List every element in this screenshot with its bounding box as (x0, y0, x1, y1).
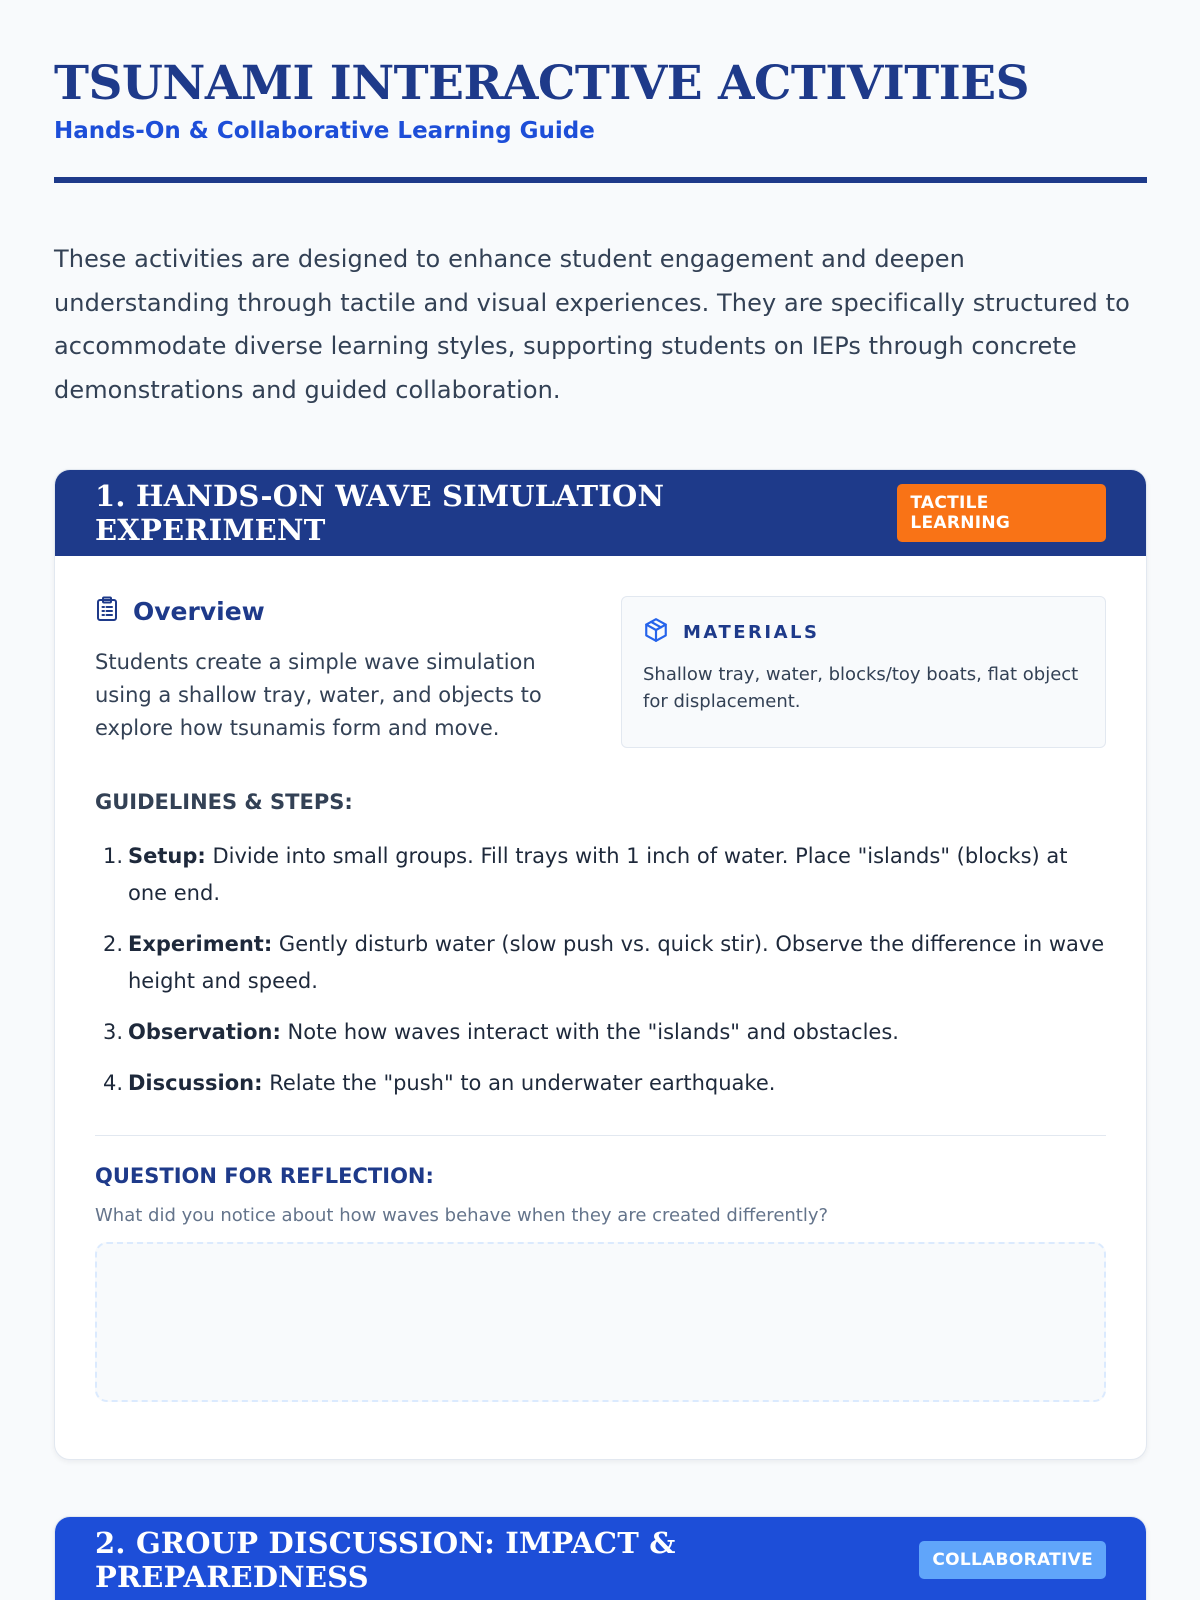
overview-row (95, 596, 1106, 748)
activity-title: 1. HANDS-ON WAVE SIMULATION EXPERIMENT (95, 479, 665, 547)
step-number: 2. (103, 932, 124, 956)
activity-card-header (55, 470, 1146, 556)
activity-card-header (55, 1517, 1146, 1600)
reflection-question: What did you notice about how waves behave when they are created differently? (95, 1205, 829, 1226)
step-text: Gently disturb water (slow push vs. quick stir). Observe the difference in wave height and speed. (128, 932, 1105, 993)
activity-badge: COLLABORATIVE (919, 1541, 1106, 1579)
page-subtitle: Hands-On & Collaborative Learning Guide (54, 118, 595, 144)
activity-card-1 (54, 469, 1147, 1460)
overview-header (95, 596, 555, 626)
guidelines-title: GUIDELINES & STEPS: (95, 790, 353, 814)
activity-badge: TACTILE LEARNING (897, 484, 1106, 542)
step-number: 3. (103, 1020, 124, 1044)
page (54, 0, 1147, 1594)
package-icon (643, 617, 683, 647)
materials-header (643, 617, 1084, 647)
step-text: Note how waves interact with the "islands" and obstacles. (287, 1020, 899, 1044)
step-label: Experiment: (128, 932, 273, 956)
activity-card-body (55, 556, 1146, 1402)
activity-card-2 (54, 1516, 1147, 1600)
page-title: TSUNAMI INTERACTIVE ACTIVITIES (54, 56, 1030, 111)
materials-title: MATERIALS (683, 621, 820, 643)
step-item (95, 1065, 1106, 1102)
materials-box (621, 596, 1106, 748)
step-label: Observation: (128, 1020, 281, 1044)
section-divider (95, 1135, 1106, 1136)
step-text: Divide into small groups. Fill trays with 1 inch of water. Place "islands" (blocks) at one end. (128, 844, 1068, 905)
step-label: Discussion: (128, 1071, 263, 1095)
step-label: Setup: (128, 844, 206, 868)
intro-paragraph: These activities are designed to enhance student engagement and deepen understanding through tactile and visual experiences. They are specifically structured to accommodate diverse learning styles, supporting students on IEPs through concrete demonstrations and guided collaboration. (54, 245, 1130, 404)
reflection-answer-box[interactable] (95, 1242, 1106, 1402)
step-item (95, 926, 1106, 1000)
reflection-title: QUESTION FOR REFLECTION: (95, 1164, 434, 1188)
step-item (95, 1014, 1106, 1051)
header-divider (54, 177, 1147, 183)
overview-text: Students create a simple wave simulation using a shallow tray, water, and objects to explore how tsunamis form and move. (95, 650, 542, 740)
clipboard-icon (95, 596, 133, 626)
step-item (95, 838, 1106, 912)
activity-title: 2. GROUP DISCUSSION: IMPACT & PREPAREDNESS (95, 1526, 676, 1594)
step-number: 1. (103, 844, 124, 868)
step-text: Relate the "push" to an underwater earthquake. (269, 1071, 776, 1095)
overview-title: Overview (133, 596, 265, 626)
page-header (54, 0, 1147, 183)
overview-section (95, 596, 555, 748)
materials-text: Shallow tray, water, blocks/toy boats, flat object for displacement. (643, 664, 1079, 712)
steps-list (95, 838, 1106, 1102)
step-number: 4. (103, 1071, 124, 1095)
